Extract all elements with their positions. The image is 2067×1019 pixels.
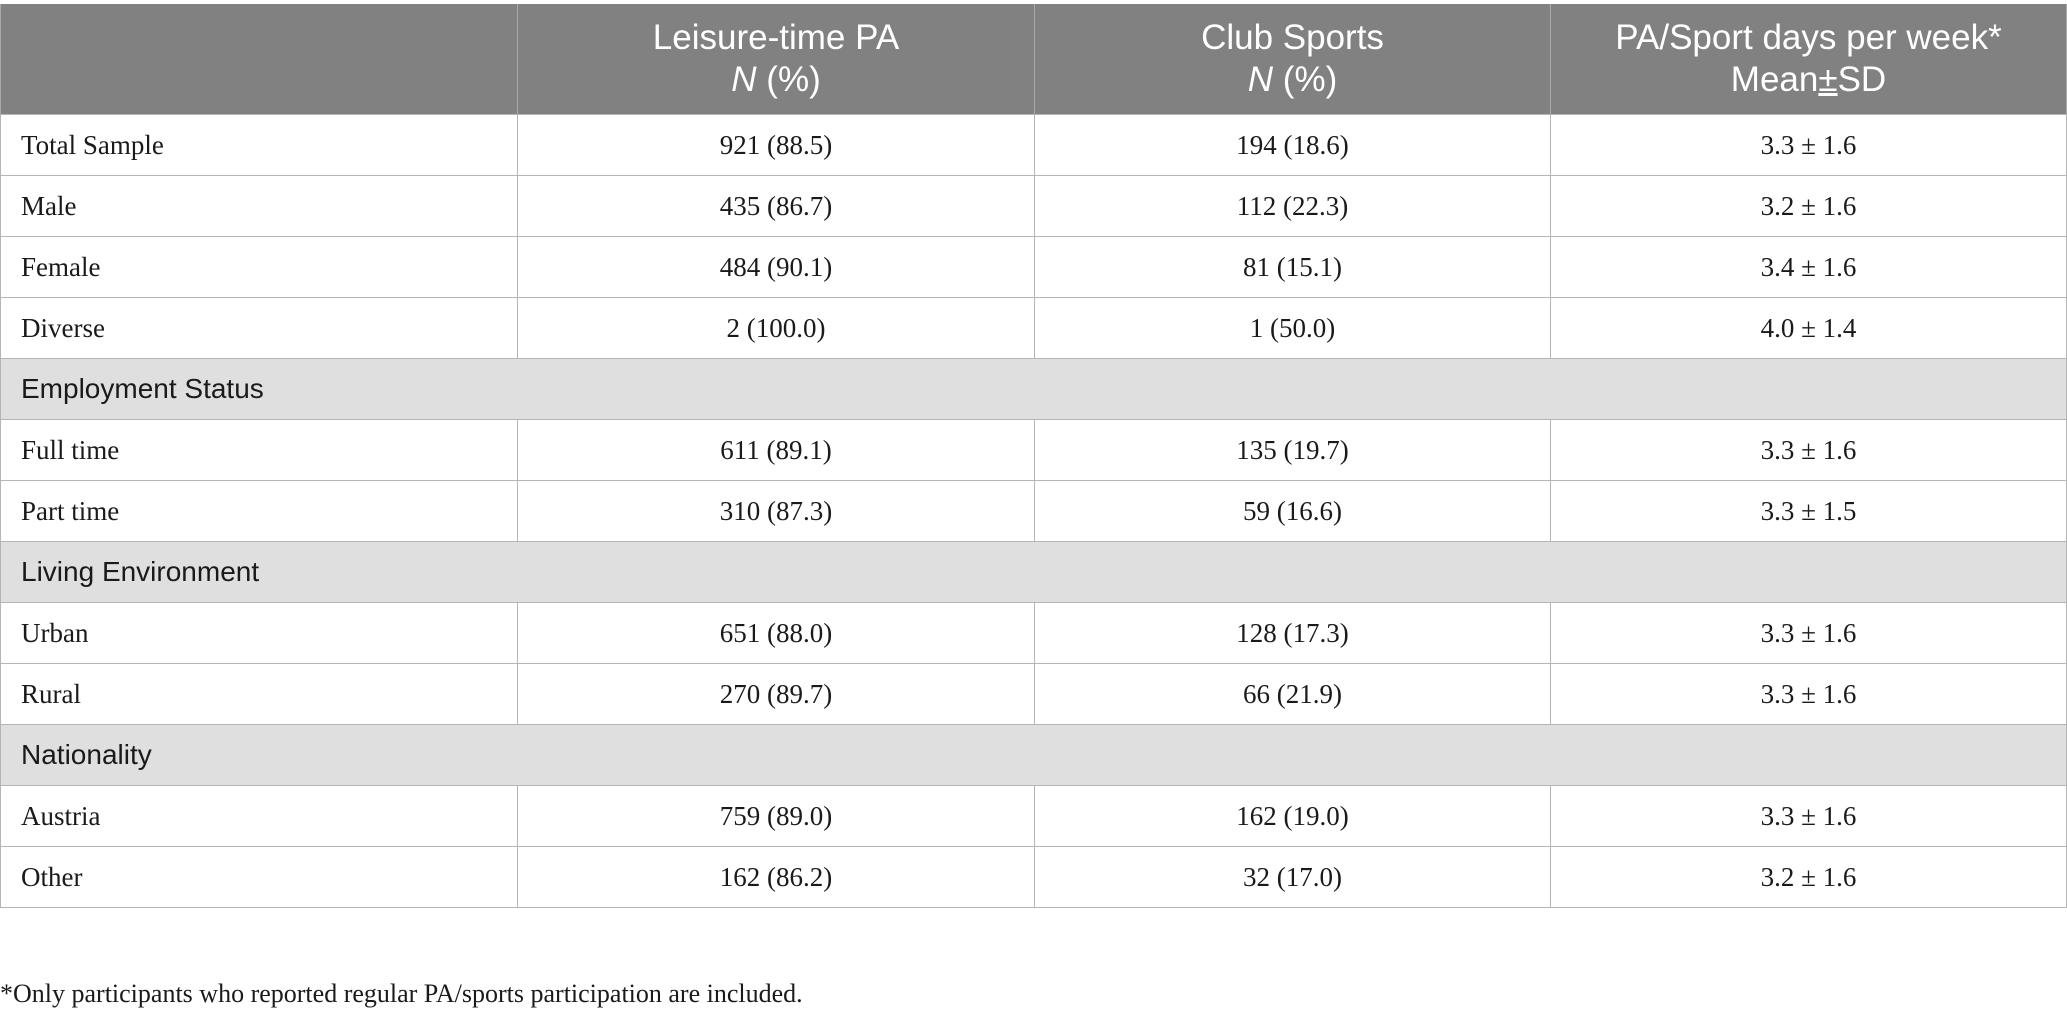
header-club-sports	[1035, 4, 1551, 115]
table-row	[1, 115, 2067, 176]
club-value: 194 (18.6)	[1035, 115, 1551, 176]
row-label: Other	[1, 847, 518, 908]
header-leisure-n: N	[731, 60, 757, 99]
club-value: 1 (50.0)	[1035, 298, 1551, 359]
club-value: 162 (19.0)	[1035, 786, 1551, 847]
club-value: 59 (16.6)	[1035, 481, 1551, 542]
header-days-pm: ±	[1818, 60, 1838, 99]
table-header	[1, 4, 2067, 115]
table-footnote: *Only participants who reported regular PA/sports participation are included.	[0, 979, 803, 1008]
table-row	[1, 664, 2067, 725]
table-row	[1, 481, 2067, 542]
table-row	[1, 298, 2067, 359]
days-value: 3.3 ± 1.6	[1551, 664, 2067, 725]
header-days-subtitle	[1551, 59, 2066, 101]
leisure-value: 484 (90.1)	[518, 237, 1035, 298]
header-leisure-subtitle	[518, 59, 1034, 101]
leisure-value: 611 (89.1)	[518, 420, 1035, 481]
section-row-living-environment	[1, 542, 2067, 603]
header-club-n: N	[1247, 60, 1274, 99]
section-row-employment-status	[1, 359, 2067, 420]
row-label: Total Sample	[1, 115, 518, 176]
club-value: 81 (15.1)	[1035, 237, 1551, 298]
section-heading: Employment Status	[1, 359, 2067, 420]
leisure-value: 310 (87.3)	[518, 481, 1035, 542]
header-leisure-title: Leisure-time PA	[652, 18, 900, 57]
table-row	[1, 176, 2067, 237]
header-empty-cell	[1, 4, 518, 115]
table-row	[1, 420, 2067, 481]
table-row	[1, 237, 2067, 298]
row-label: Rural	[1, 664, 518, 725]
days-value: 3.3 ± 1.6	[1551, 786, 2067, 847]
table-body	[1, 115, 2067, 908]
days-value: 3.2 ± 1.6	[1551, 847, 2067, 908]
data-table-container	[0, 4, 2067, 908]
leisure-value: 651 (88.0)	[518, 603, 1035, 664]
section-row-nationality	[1, 725, 2067, 786]
row-label: Urban	[1, 603, 518, 664]
section-heading: Living Environment	[1, 542, 2067, 603]
leisure-value: 759 (89.0)	[518, 786, 1035, 847]
table-row	[1, 603, 2067, 664]
section-heading: Nationality	[1, 725, 2067, 786]
header-club-percent: (%)	[1273, 60, 1338, 99]
row-label: Female	[1, 237, 518, 298]
leisure-value: 921 (88.5)	[518, 115, 1035, 176]
header-days-title: PA/Sport days per week*	[1615, 18, 2002, 57]
row-label: Male	[1, 176, 518, 237]
leisure-value: 162 (86.2)	[518, 847, 1035, 908]
leisure-value: 435 (86.7)	[518, 176, 1035, 237]
club-value: 135 (19.7)	[1035, 420, 1551, 481]
days-value: 3.3 ± 1.6	[1551, 420, 2067, 481]
participation-table	[0, 4, 2067, 908]
club-value: 112 (22.3)	[1035, 176, 1551, 237]
row-label: Austria	[1, 786, 518, 847]
row-label: Part time	[1, 481, 518, 542]
header-days-per-week	[1551, 4, 2067, 115]
club-value: 66 (21.9)	[1035, 664, 1551, 725]
header-days-mean: Mean	[1730, 60, 1819, 99]
header-leisure-time-pa	[518, 4, 1035, 115]
header-club-title: Club Sports	[1201, 18, 1384, 57]
days-value: 3.4 ± 1.6	[1551, 237, 2067, 298]
club-value: 32 (17.0)	[1035, 847, 1551, 908]
row-label: Full time	[1, 420, 518, 481]
days-value: 3.3 ± 1.6	[1551, 603, 2067, 664]
table-row	[1, 786, 2067, 847]
leisure-value: 2 (100.0)	[518, 298, 1035, 359]
table-row	[1, 847, 2067, 908]
club-value: 128 (17.3)	[1035, 603, 1551, 664]
days-value: 3.3 ± 1.5	[1551, 481, 2067, 542]
leisure-value: 270 (89.7)	[518, 664, 1035, 725]
header-days-sd: SD	[1837, 60, 1887, 99]
days-value: 3.3 ± 1.6	[1551, 115, 2067, 176]
days-value: 4.0 ± 1.4	[1551, 298, 2067, 359]
days-value: 3.2 ± 1.6	[1551, 176, 2067, 237]
header-row	[1, 4, 2067, 115]
header-leisure-percent: (%)	[756, 60, 821, 99]
row-label: Diverse	[1, 298, 518, 359]
header-club-subtitle	[1035, 59, 1550, 101]
